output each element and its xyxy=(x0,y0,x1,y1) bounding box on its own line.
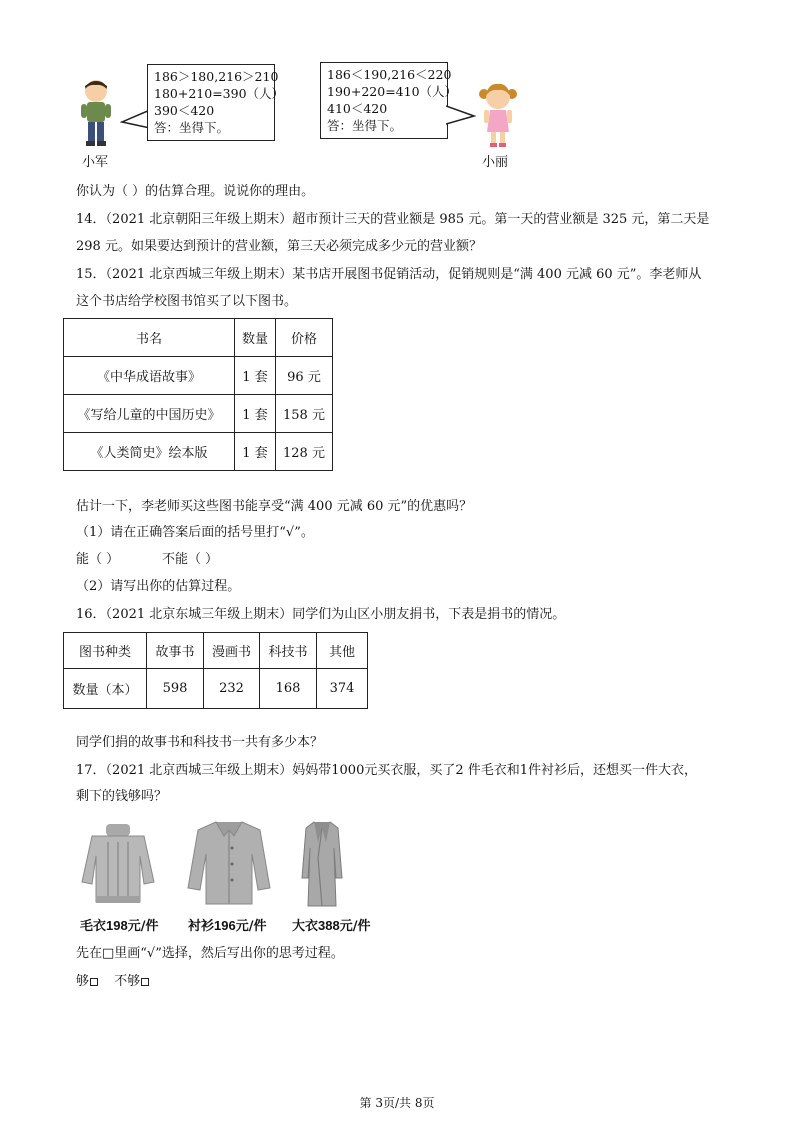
q15-book-table xyxy=(63,318,333,471)
q15-choice-yes[interactable]: 能（ ） xyxy=(76,552,120,567)
q16-cell: 232 xyxy=(204,669,260,709)
q14-line-2: 298 元。如果要达到预计的营业额，第三天必须完成多少元的营业额？ xyxy=(76,239,482,254)
shirt-unit: 元/件 xyxy=(235,919,267,934)
q16-cell: 数量（本） xyxy=(64,669,147,709)
q15-cell: 1 套 xyxy=(235,357,276,395)
q16-header: 漫画书 xyxy=(204,633,260,669)
q15-cell: 《中华成语故事》 xyxy=(64,357,235,395)
q17-line-1: 17．（2021 北京西城三年级上期末）妈妈带1000元买衣服，买了2 件毛衣和1件衬衫后，还想买一件大衣， xyxy=(76,763,698,778)
q16-cell: 598 xyxy=(147,669,204,709)
q14-line-1: 14．（2021 北京朝阳三年级上期末）超市预计三天的营业额是 985 元。第一天的营业额是 325 元，第二天是 xyxy=(76,212,710,227)
xiaoli-line-4: 答：坐得下。 xyxy=(327,118,403,133)
q16-header: 故事书 xyxy=(147,633,204,669)
q15-header-qty: 数量 xyxy=(235,319,276,357)
bubble-tail-left xyxy=(120,108,150,132)
enough-checkbox[interactable] xyxy=(90,978,98,986)
girl-figure xyxy=(478,82,518,148)
q15-part2: （2）请写出你的估算过程。 xyxy=(76,579,241,594)
sweater-price-caption xyxy=(80,915,158,934)
shirt-price-caption xyxy=(188,915,266,934)
bubble-tail-right xyxy=(446,104,476,128)
xiaojun-line-2: 180+210=390（人） xyxy=(154,86,285,101)
coat-name: 大衣 xyxy=(292,919,319,934)
xiaojun-line-4: 答：坐得下。 xyxy=(154,120,230,135)
sweater-unit: 元/件 xyxy=(127,919,159,934)
q15-cell: 1 套 xyxy=(235,433,276,471)
q17-option-enough: 够 xyxy=(76,974,90,989)
q15-header-name: 书名 xyxy=(64,319,235,357)
q16-header: 科技书 xyxy=(260,633,317,669)
not-enough-checkbox[interactable] xyxy=(141,978,149,986)
q15-line-1: 15．（2021 北京西城三年级上期末）某书店开展图书促销活动，促销规则是“满 400 元减 60 元”。李老师从 xyxy=(76,267,702,282)
coat-image xyxy=(300,818,344,910)
q15-line-2: 这个书店给学校图书馆买了以下图书。 xyxy=(76,294,298,309)
q15-question: 估计一下，李老师买这些图书能享受“满 400 元减 60 元”的优惠吗？ xyxy=(76,499,473,514)
xiaojun-name: 小军 xyxy=(82,155,109,170)
coat-price: 388 xyxy=(318,918,340,933)
q17-instruction: 先在□里画“√”选择，然后写出你的思考过程。 xyxy=(76,946,344,961)
boy-figure xyxy=(78,78,114,148)
xiaojun-speech-bubble xyxy=(147,64,285,141)
q17-options xyxy=(76,972,149,992)
q15-cell: 158 元 xyxy=(276,395,333,433)
sweater-price: 198 xyxy=(106,918,128,933)
page-footer: 第 3页/共 8页 xyxy=(359,1096,435,1110)
xiaojun-line-1: 186＞180,216＞210 xyxy=(154,69,279,84)
q15-part1: （1）请在正确答案后面的括号里打“√”。 xyxy=(76,525,314,540)
q17-line-2: 剩下的钱够吗？ xyxy=(76,789,168,804)
shirt-price: 196 xyxy=(214,918,236,933)
q16-header: 其他 xyxy=(317,633,368,669)
q15-cell: 1 套 xyxy=(235,395,276,433)
sweater-name: 毛衣 xyxy=(80,919,107,934)
q13-question: 你认为（ ）的估算合理。说说你的理由。 xyxy=(76,184,315,199)
coat-price-caption xyxy=(292,915,370,934)
q16-donation-table xyxy=(63,632,368,709)
q16-cell: 168 xyxy=(260,669,317,709)
q15-cell: 《写给儿童的中国历史》 xyxy=(64,395,235,433)
q16-header: 图书种类 xyxy=(64,633,147,669)
q15-choice-no[interactable]: 不能（ ） xyxy=(162,552,219,567)
q15-cell: 《人类简史》绘本版 xyxy=(64,433,235,471)
xiaoli-line-1: 186＜190,216＜220 xyxy=(327,67,452,82)
xiaoli-line-3: 410＜420 xyxy=(327,101,388,116)
xiaoli-speech-bubble xyxy=(320,62,458,139)
q16-question: 同学们捐的故事书和科技书一共有多少本？ xyxy=(76,735,324,750)
q15-header-price: 价格 xyxy=(276,319,333,357)
coat-unit: 元/件 xyxy=(339,919,371,934)
xiaoli-name: 小丽 xyxy=(482,155,509,170)
q16-line-1: 16．（2021 北京东城三年级上期末）同学们为山区小朋友捐书，下表是捐书的情况。 xyxy=(76,607,566,622)
xiaojun-line-3: 390＜420 xyxy=(154,103,215,118)
xiaoli-line-2: 190+220=410（人） xyxy=(327,84,458,99)
q15-cell: 96 元 xyxy=(276,357,333,395)
shirt-image xyxy=(186,818,272,908)
q17-option-not-enough: 不够 xyxy=(114,974,141,989)
q15-cell: 128 元 xyxy=(276,433,333,471)
shirt-name: 衬衫 xyxy=(188,919,215,934)
sweater-image xyxy=(78,822,158,908)
q16-cell: 374 xyxy=(317,669,368,709)
